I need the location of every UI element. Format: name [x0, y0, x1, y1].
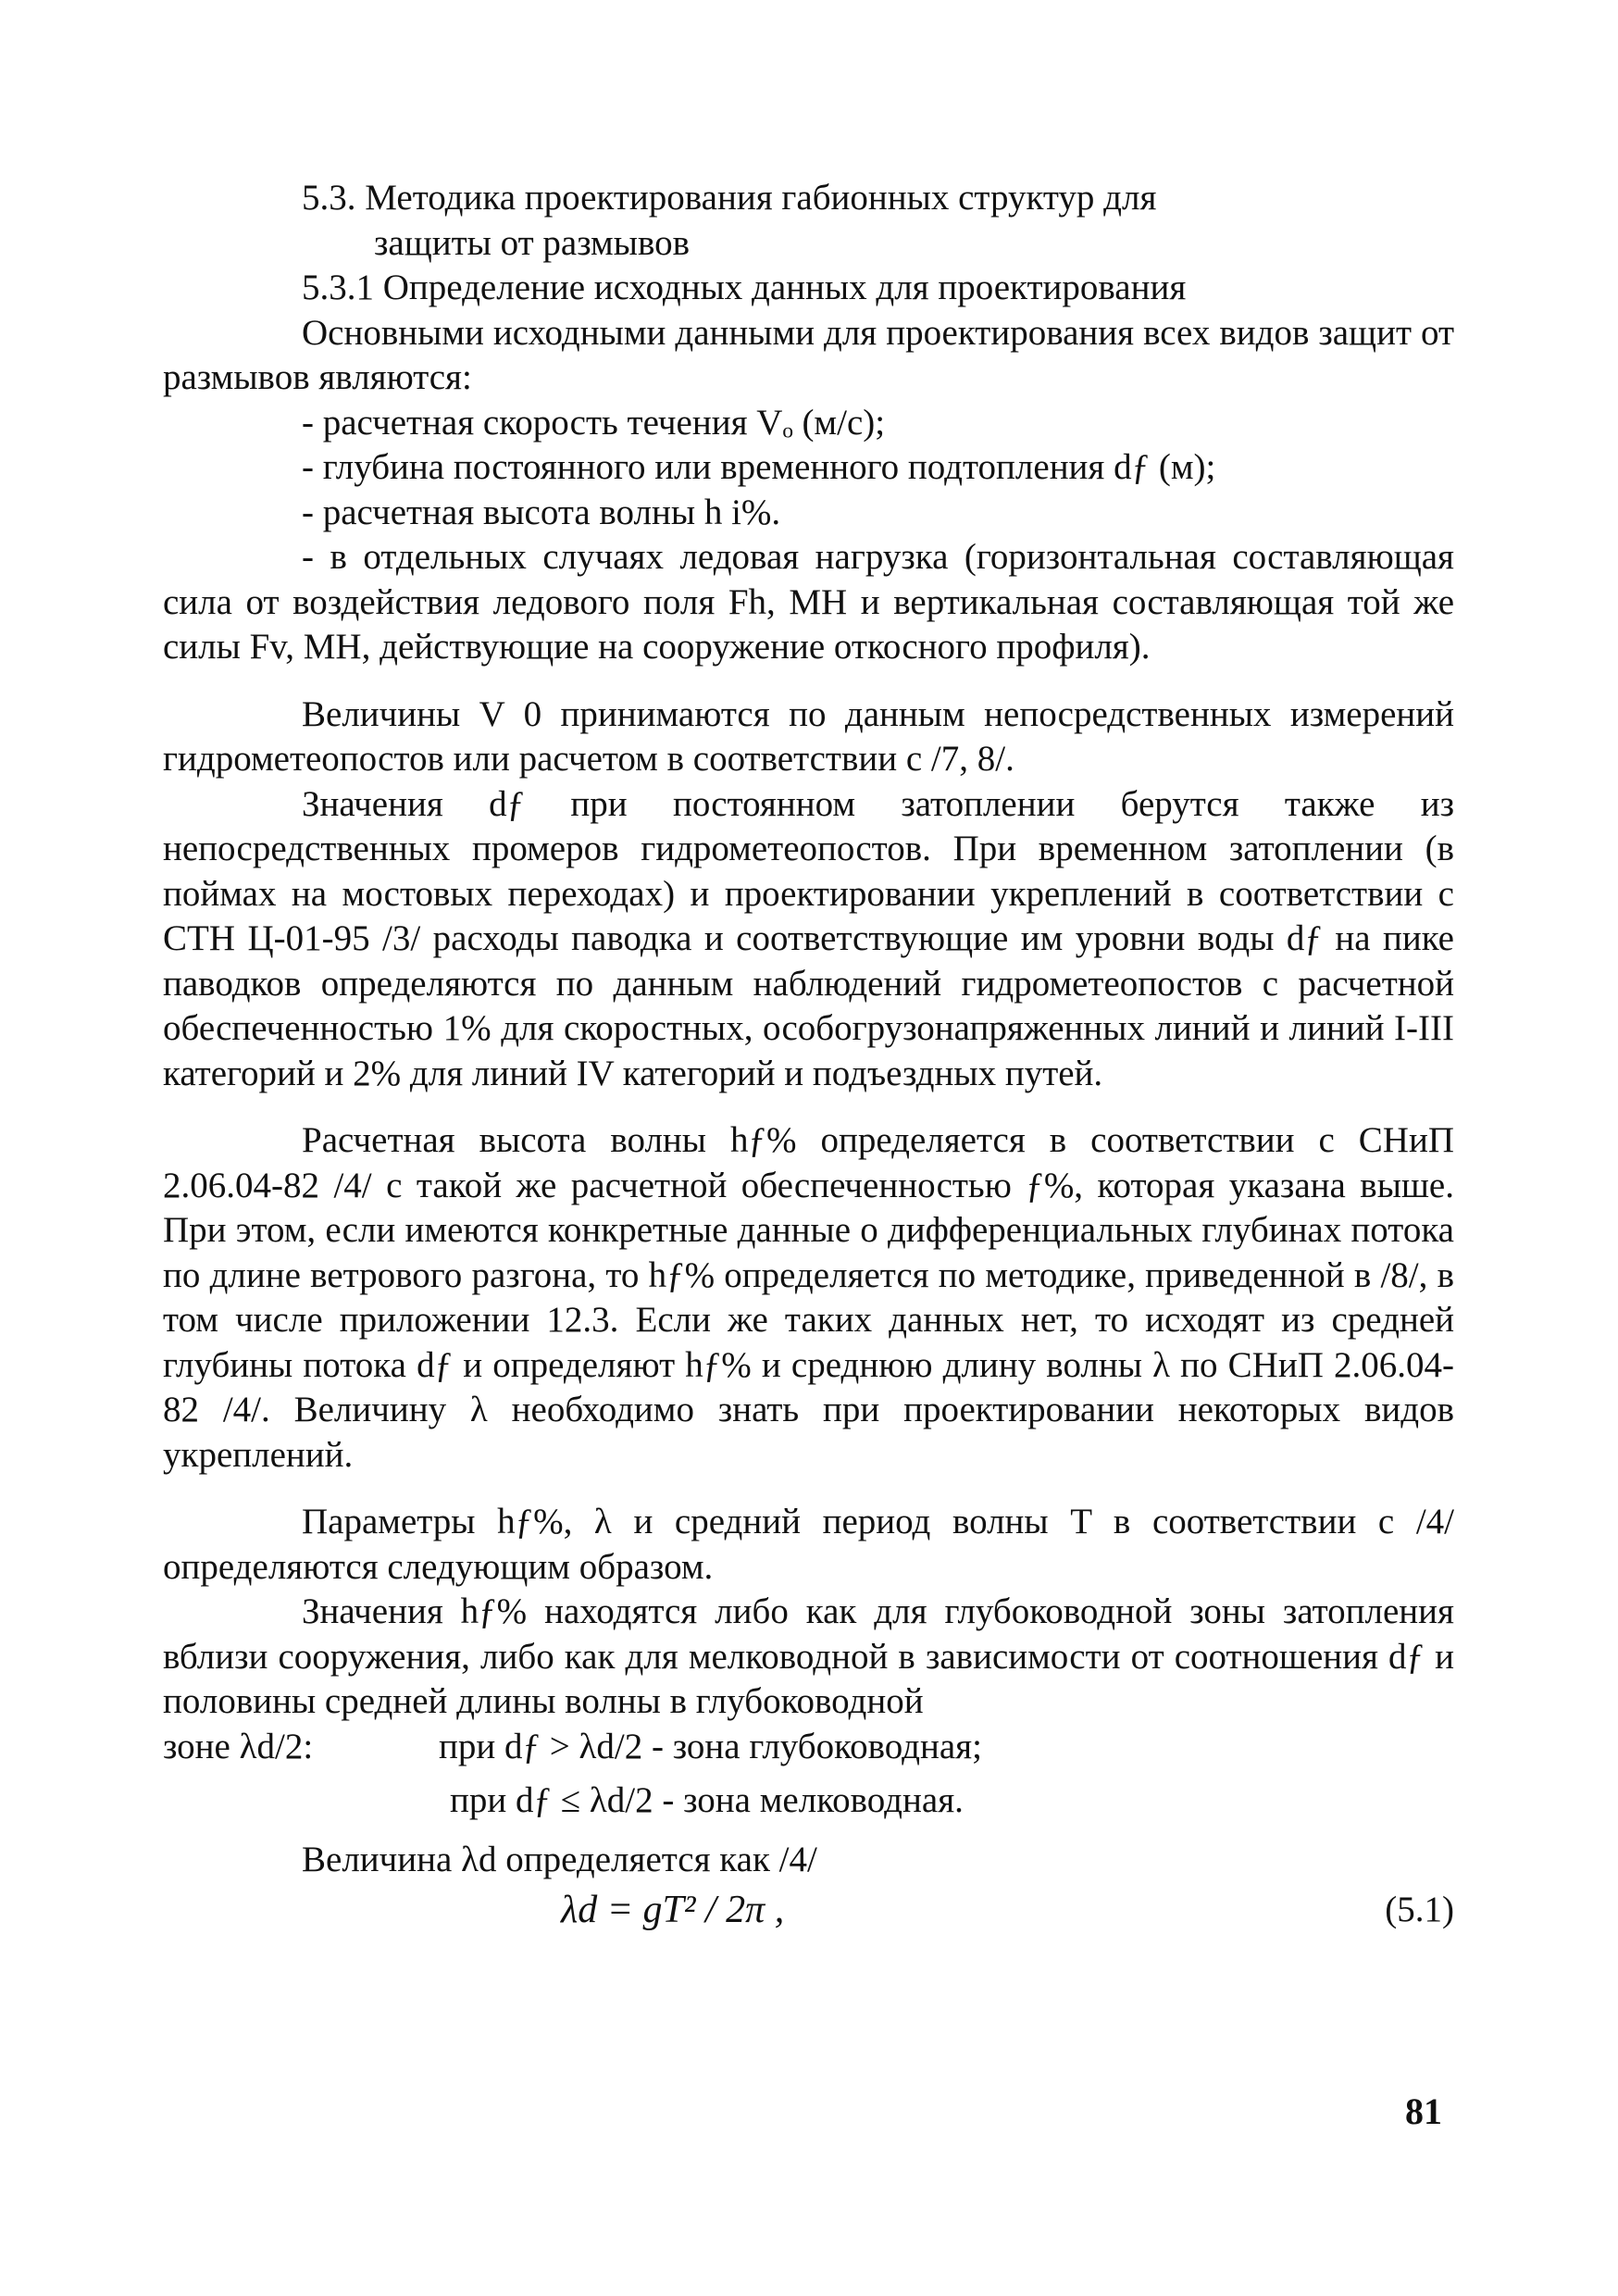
page-body [163, 176, 1454, 1953]
zone-conditions [163, 1725, 1454, 1820]
bullet-ice-load: - в отдельных случаях ледовая нагрузка (горизонтальная составляющая сила от воздействия ледового поля Fh, МН и вертикальная составляющая той же силы Fv, МН, действующие на сооружение откосного профиля). [163, 537, 1454, 667]
equation-5-1 [163, 1888, 1454, 1953]
section-heading [163, 176, 1454, 266]
bullet-velocity: - расчетная скорость течения Vₒ (м/с); [302, 402, 886, 443]
bullet-depth: - глубина постоянного или временного подтопления dƒ (м); [302, 447, 1216, 487]
paragraph-depth: Значения dƒ при постоянном затоплении берутся также из непосредственных промеров гидрометеопостов. При временном затоплении (в поймах на мостовых переходах) и проектировании укреплений в соответствии с СТН Ц-01-95 /3/ расходы паводка и соответствующие им уровни воды dƒ на пике паводков определяются по данным наблюдений гидрометеопостов с расчетной обеспеченностью 1% для скоростных, особогрузонапряженных линий и линий I-III категорий и 2% для линий IV категорий и подъездных путей. [163, 783, 1454, 1093]
formula-intro: Величина λd определяется как /4/ [302, 1839, 817, 1879]
paragraph-wave-height: Расчетная высота волны hƒ% определяется в соответствии с СНиП 2.06.04-82 /4/ с такой же расчетной обеспеченностью ƒ%, которая указана выше. При этом, если имеются конкретные данные о дифференциальных глубинах потока по длине ветрового разгона, то hƒ% определяется по методике, приведенной в /8/, в том числе приложении 12.3. Если же таких данных нет, то исходят из средней глубины потока dƒ и определяют hƒ% и среднюю длину волны λ по СНиП 2.06.04-82 /4/. Величину λ необходимо знать при проектировании некоторых видов укреплений. [163, 1120, 1454, 1475]
zone-label: зоне λd/2: [163, 1726, 314, 1766]
page-number: 81 [1405, 2090, 1442, 2132]
intro-paragraph: Основными исходными данными для проектирования всех видов защит от размывов являются: [163, 312, 1454, 397]
bullet-wave-height: - расчетная высота волны h i%. [302, 492, 781, 532]
section-heading-line1: 5.3. Методика проектирования габионных структур для [302, 178, 1157, 218]
condition-shallow-water: при dƒ ≤ λd/2 - зона мелководная. [450, 1779, 964, 1820]
subsection-heading: 5.3.1 Определение исходных данных для проектирования [302, 268, 1187, 307]
equation-formula: λd = gT² / 2π , [561, 1889, 785, 1931]
paragraph-values: Значения hƒ% находятся либо как для глубоководной зоны затопления вблизи сооружения, либо как для мелководной в зависимости от соотношения dƒ и половины средней длины волны в глубоководной [163, 1591, 1454, 1721]
condition-deep-water: при dƒ > λd/2 - зона глубоководная; [439, 1726, 982, 1766]
section-heading-line2: защиты от размывов [374, 222, 691, 263]
paragraph-parameters: Параметры hƒ%, λ и средний период волны T в соответствии с /4/ определяются следующим образом. [163, 1502, 1454, 1587]
paragraph-velocity: Величины V 0 принимаются по данным непосредственных измерений гидрометеопостов или расчетом в соответствии с /7, 8/. [163, 693, 1454, 779]
equation-number: (5.1) [1385, 1890, 1454, 1929]
